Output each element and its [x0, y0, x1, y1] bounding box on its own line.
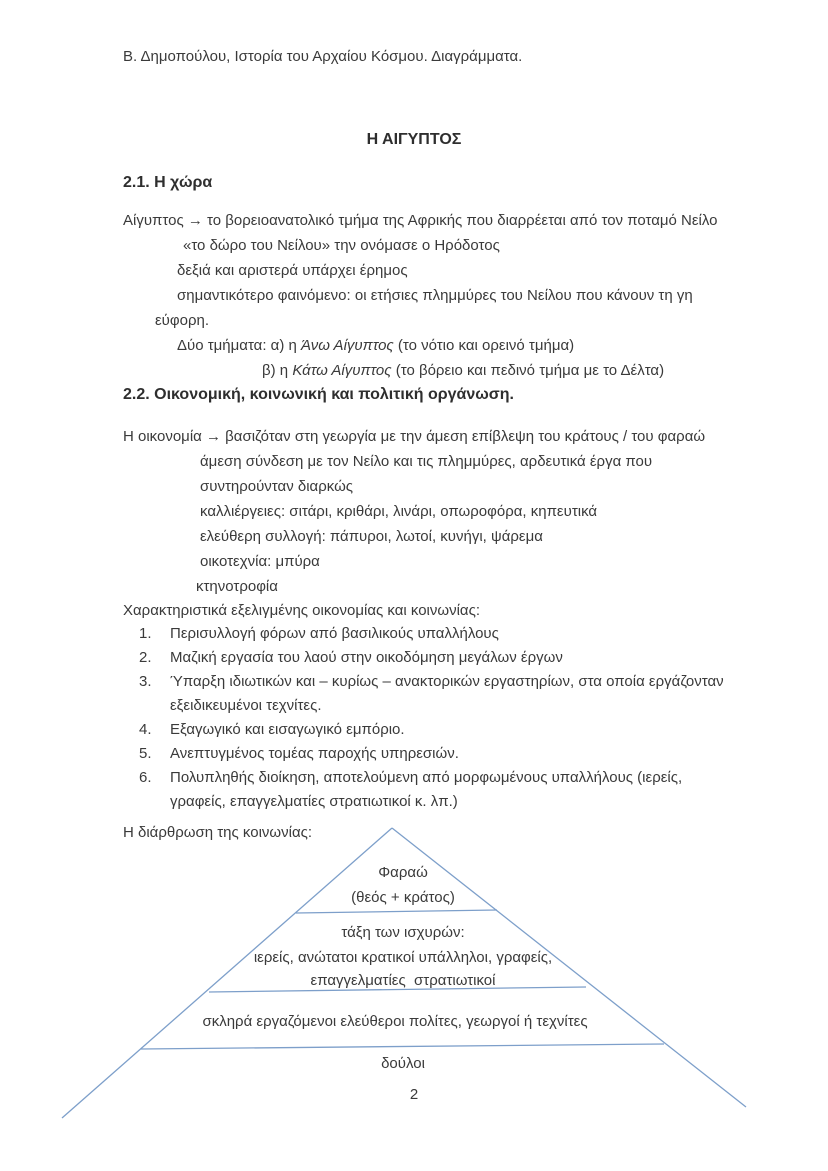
list-item	[139, 646, 724, 670]
pyramid-divider-3	[141, 1044, 664, 1049]
body-line: σημαντικότερο φαινόμενο: οι ετήσιες πλημμύρες του Νείλου που κάνουν τη γη	[177, 287, 693, 304]
tier2-label: τάξη των ισχυρών:	[341, 924, 465, 941]
body-line: κτηνοτροφία	[196, 578, 278, 595]
tier1-label: Φαραώ	[378, 864, 428, 881]
tier2-line2: ιερείς, ανώτατοι κρατικοί υπάλληλοι, γραφείς,	[253, 949, 553, 966]
pyramid-divider-1	[296, 910, 497, 913]
body-line: ελεύθερη συλλογή: πάπυροι, λωτοί, κυνήγι, ψάρεμα	[200, 528, 543, 545]
list-item	[139, 742, 724, 766]
tier2-line3: επαγγελματίες στρατιωτικοί	[310, 972, 496, 989]
list-text: Ύπαρξη ιδιωτικών και – κυρίως – ανακτορικών εργαστηρίων, στα οποία εργάζονταν	[170, 673, 724, 690]
text-segment: Δύο τμήματα: α) η	[177, 337, 302, 354]
body-line: συντηρούνταν διαρκώς	[200, 478, 354, 495]
upper-egypt-italic: Άνω Αίγυπτος	[301, 337, 394, 354]
tier3-label: σκληρά εργαζόμενοι ελεύθεροι πολίτες, γεωργοί ή τεχνίτες	[202, 1013, 588, 1030]
page-number: 2	[409, 1086, 419, 1103]
pyramid-right-edge	[392, 828, 746, 1107]
list-item	[139, 622, 724, 646]
body-line: καλλιέργειες: σιτάρι, κριθάρι, λινάρι, οπωροφόρα, κηπευτικά	[200, 503, 598, 520]
body-line: εύφορη.	[155, 312, 210, 329]
list-item	[139, 718, 724, 742]
features-intro: Χαρακτηριστικά εξελιγμένης οικονομίας και κοινωνίας:	[123, 602, 480, 619]
list-number: 2.	[139, 649, 152, 666]
list-number: 3.	[139, 673, 152, 690]
pyramid-intro: Η διάρθρωση της κοινωνίας:	[123, 824, 313, 841]
section-2-1-heading: 2.1. Η χώρα	[123, 174, 213, 191]
section-2-2-body	[123, 424, 705, 599]
list-item	[139, 766, 724, 814]
section-2-2-heading: 2.2. Οικονομική, κοινωνική και πολιτική οργάνωση.	[123, 386, 514, 403]
list-number: 1.	[139, 625, 152, 642]
body-line	[262, 358, 718, 383]
body-line: Η οικονομία → βασιζόταν στη γεωργία με την άμεση επίβλεψη του κράτους / του φαραώ	[123, 428, 706, 445]
list-text: Πολυπληθής διοίκηση, αποτελούμενη από μορφωμένους υπαλλήλους (ιερείς,	[170, 769, 683, 786]
features-list	[139, 622, 724, 814]
body-line: «το δώρο του Νείλου» την ονόμασε ο Ηρόδοτος	[183, 237, 500, 254]
list-text: Ανεπτυγμένος τομέας παροχής υπηρεσιών.	[170, 745, 459, 762]
list-text: Περισυλλογή φόρων από βασιλικούς υπαλλήλους	[170, 625, 499, 642]
list-text: Εξαγωγικό και εισαγωγικό εμπόριο.	[170, 721, 405, 738]
list-item	[139, 670, 724, 718]
citation-line: Β. Δημοπούλου, Ιστορία του Αρχαίου Κόσμου. Διαγράμματα.	[123, 48, 523, 65]
body-line: άμεση σύνδεση με τον Νείλο και τις πλημμύρες, αρδευτικά έργα που	[200, 453, 653, 470]
body-line: δεξιά και αριστερά υπάρχει έρημος	[177, 262, 408, 279]
page-title: Η ΑΙΓΥΠΤΟΣ	[366, 131, 462, 148]
text-segment: β) η	[262, 362, 293, 379]
list-text: Μαζική εργασία του λαού στην οικοδόμηση μεγάλων έργων	[170, 649, 563, 666]
tier1-sublabel: (θεός + κράτος)	[351, 889, 455, 906]
list-number: 6.	[139, 769, 152, 786]
list-text: εξειδικευμένοι τεχνίτες.	[170, 697, 322, 714]
social-pyramid-diagram	[0, 820, 828, 1171]
section-2-1-body	[123, 208, 718, 383]
text-segment: (το βόρειο και πεδινό τμήμα με το Δέλτα)	[391, 362, 665, 379]
pyramid-labels	[202, 864, 587, 1072]
text-segment: (το νότιο και ορεινό τμήμα)	[393, 337, 575, 354]
body-line	[177, 333, 718, 358]
tier4-label: δούλοι	[381, 1055, 425, 1072]
list-text: γραφείς, επαγγελματίες στρατιωτικοί κ. λπ.)	[170, 793, 458, 810]
list-number: 4.	[139, 721, 152, 738]
lower-egypt-italic: Κάτω Αίγυπτος	[292, 362, 392, 379]
body-line: οικοτεχνία: μπύρα	[200, 553, 320, 570]
body-line: Αίγυπτος → το βορειοανατολικό τμήμα της Αφρικής που διαρρέεται από τον ποταμό Νείλο	[123, 212, 718, 229]
list-number: 5.	[139, 745, 152, 762]
